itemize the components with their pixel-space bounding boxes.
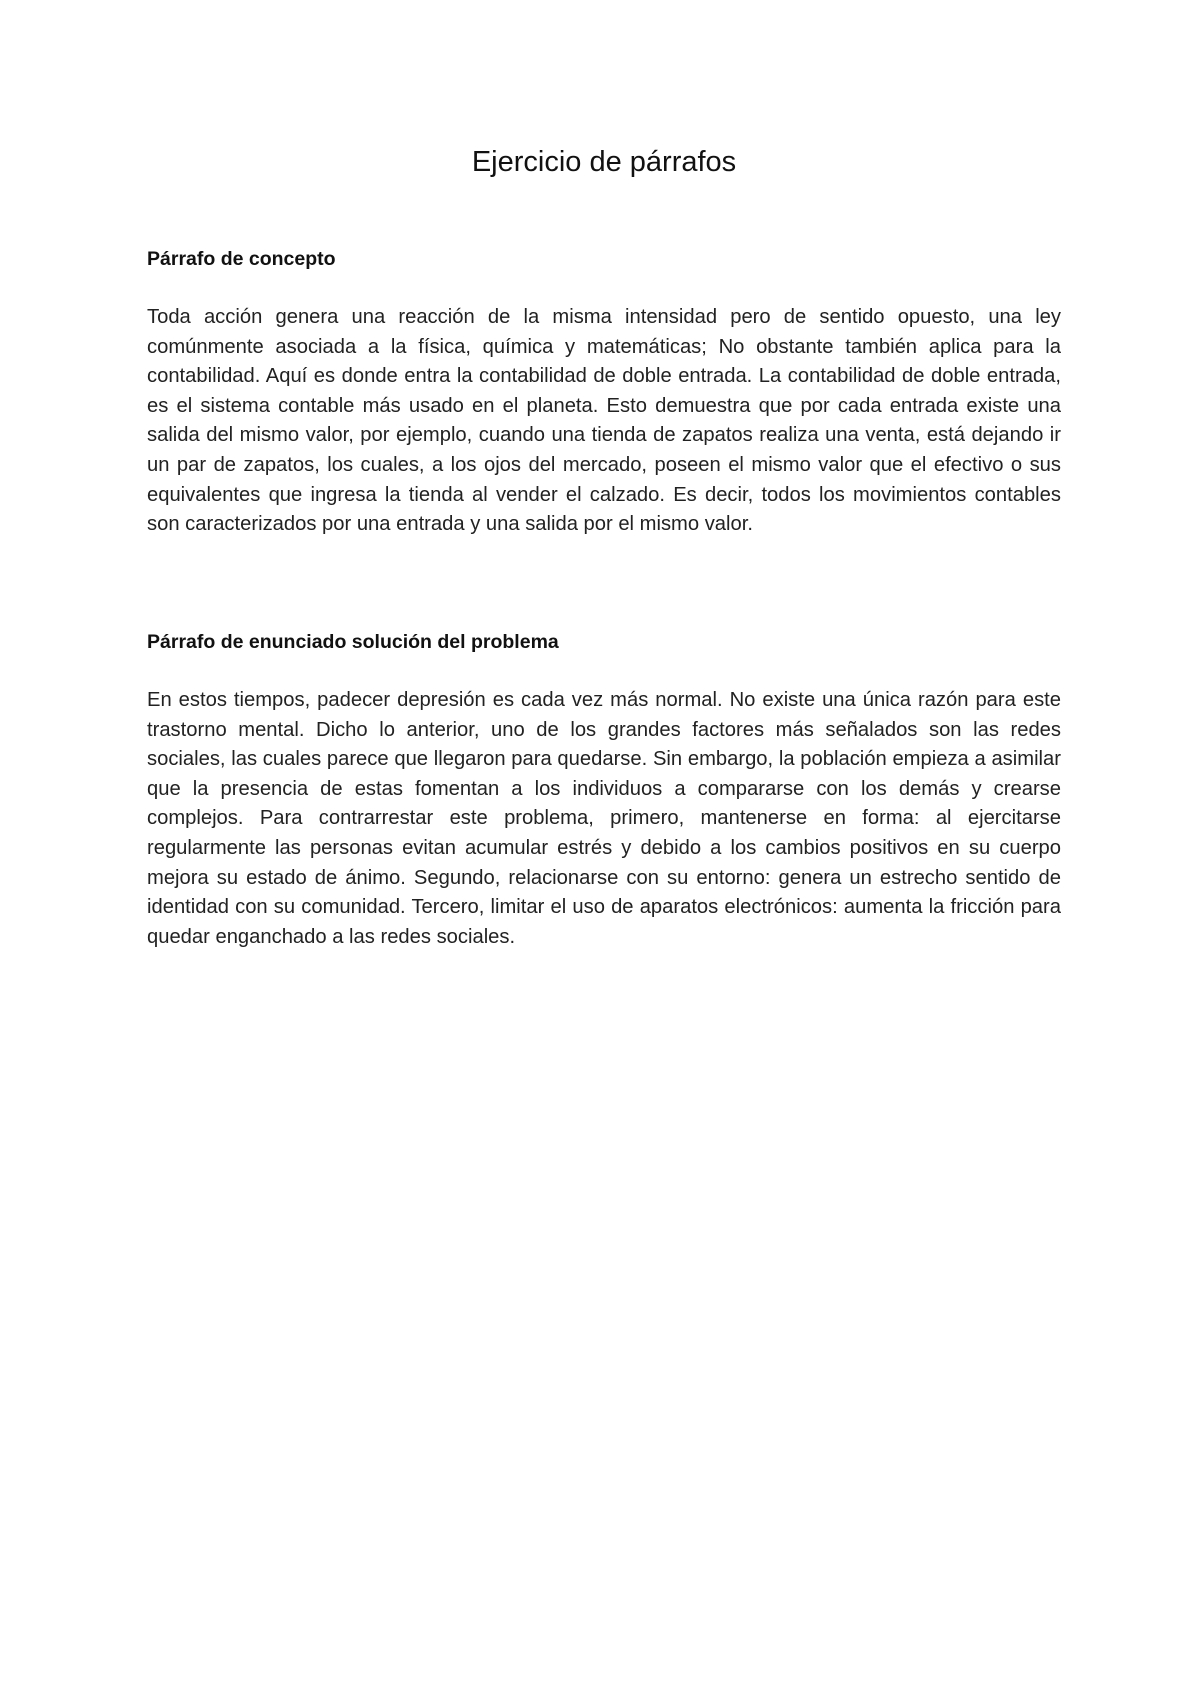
section-heading-concepto: Párrafo de concepto [147, 248, 336, 270]
paragraph-solucion: En estos tiempos, padecer depresión es cada vez más normal. No existe una única razón para este trastorno mental. Dicho lo anterior, uno de los grandes factores más señalados son las redes sociales, las cuales parece que llegaron para quedarse. Sin embargo, la población empieza a asimilar que la presencia de estas fomentan a los individuos a compararse con los demás y crearse complejos. Para contrarrestar este problema, primero, mantenerse en forma: al ejercitarse regularmente las personas evitan acumular estrés y debido a los cambios positivos en su cuerpo mejora su estado de ánimo. Segundo, relacionarse con su entorno: genera un estrecho sentido de identidad con su comunidad. Tercero, limitar el uso de aparatos electrónicos: aumenta la fricción para quedar enganchado a las redes sociales. [147, 689, 1061, 948]
paragraph-concepto: Toda acción genera una reacción de la misma intensidad pero de sentido opuesto, una ley comúnmente asociada a la física, química y matemáticas; No obstante también aplica para la contabilidad. Aquí es donde entra la contabilidad de doble entrada. La contabilidad de doble entrada, es el sistema contable más usado en el planeta. Esto demuestra que por cada entrada existe una salida del mismo valor, por ejemplo, cuando una tienda de zapatos realiza una venta, está dejando ir un par de zapatos, los cuales, a los ojos del mercado, poseen el mismo valor que el efectivo o sus equivalentes que ingresa la tienda al vender el calzado. Es decir, todos los movimientos contables son caracterizados por una entrada y una salida por el mismo valor. [147, 306, 1061, 536]
document-title: Ejercicio de párrafos [471, 146, 737, 178]
section-heading-solucion: Párrafo de enunciado solución del problema [147, 631, 559, 653]
